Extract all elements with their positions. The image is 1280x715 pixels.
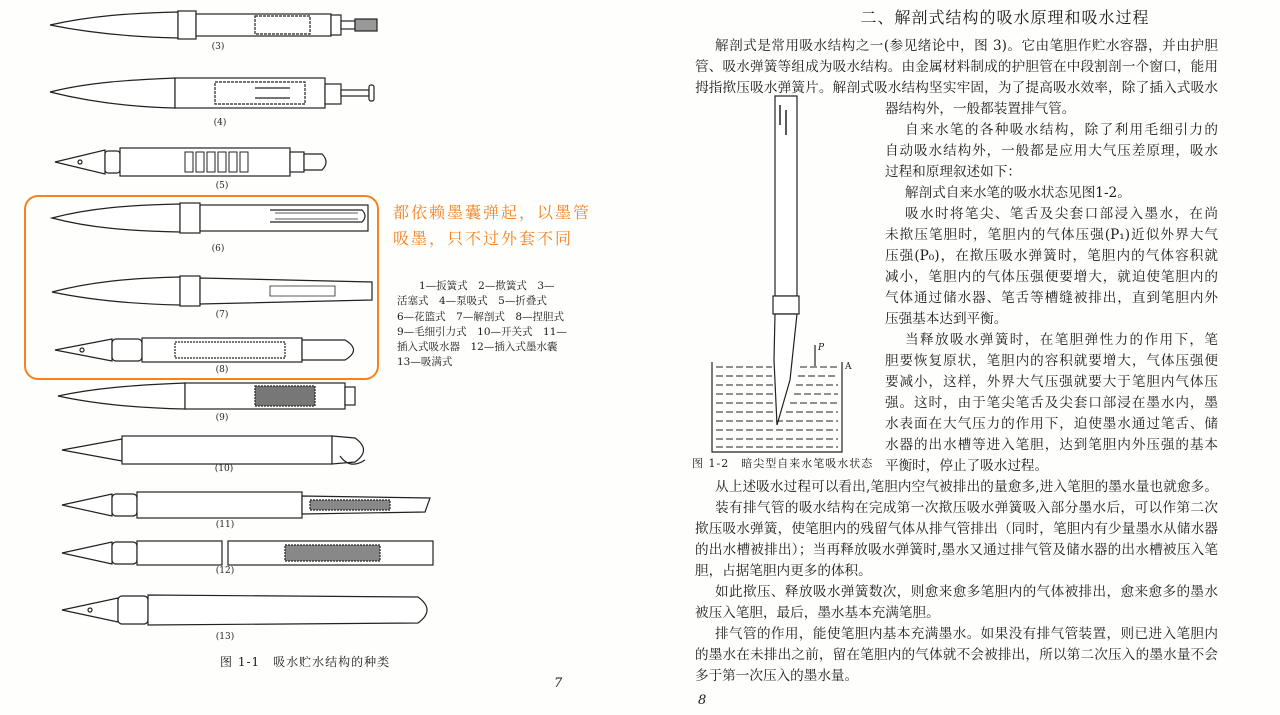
text-line: 的出水槽被排出）；当再释放吸水弹簧时,墨水又通过排气管及储水器的出水槽被压入笔 xyxy=(695,542,1218,558)
text-line: 装有排气管的吸水结构在完成第一次揿压吸水弹簧吸入部分墨水后，可以作第二次 xyxy=(715,500,1218,516)
legend-line: 1—扳簧式 2—揿簧式 3— xyxy=(419,280,555,292)
pen-illustration-4 xyxy=(50,78,374,108)
pen-label: (9) xyxy=(215,413,229,423)
text-line: 过程和原理叙述如下： xyxy=(885,164,1021,180)
text-line: 揿压吸水弹簧，使笔胆内的残留气体从排气管排出（同时，笔胆内有少量墨水从储水器 xyxy=(695,521,1218,537)
text-line: 水器的出水槽等进入笔胆，达到笔胆内外压强的基本 xyxy=(885,437,1218,453)
legend-line: 13—吸满式 xyxy=(397,356,453,369)
text-line: 气体通过储水器、笔舌等槽缝被排出，直到笔胆内外 xyxy=(885,290,1218,306)
annotation-line-1: 都依赖墨囊弹起，以墨管 xyxy=(393,203,592,222)
text-line: 的墨水在未排出之前，留在笔胆内的气体就不会被排出，所以第二次压入的墨水量不会 xyxy=(695,647,1218,663)
pen-illustration-3 xyxy=(50,11,377,39)
pen-label: (5) xyxy=(215,181,229,191)
text-line: 减小，笔胆内的气体压强便要增大，就迫使笔胆内的 xyxy=(885,269,1218,285)
page-number: 8 xyxy=(698,693,707,708)
right-page xyxy=(640,0,1280,715)
text-line: 器结构外，一般都装置排气管。 xyxy=(885,101,1076,117)
pen-label: (4) xyxy=(213,118,227,128)
legend-line: 活塞式 4—泵吸式 5—折叠式 xyxy=(397,295,547,308)
text-line: 吸水时将笔尖、笔舌及尖套口部浸入墨水，在尚 xyxy=(905,206,1218,222)
pen-label: (12) xyxy=(215,566,235,576)
legend-line: 9—毛细引力式 10—开关式 11— xyxy=(397,325,567,338)
page-number: 7 xyxy=(554,676,563,691)
pen-illustration-12 xyxy=(62,541,433,565)
pen-illustration-5 xyxy=(55,148,326,176)
pen-label: (11) xyxy=(215,520,235,530)
pen-label: (3) xyxy=(211,42,225,52)
pen-label: (13) xyxy=(215,632,235,642)
pen-label: (6) xyxy=(211,244,225,254)
annotation-line-2: 吸墨，只不过外套不同 xyxy=(393,229,574,248)
pen-illustration-9 xyxy=(58,383,355,409)
highlight-box xyxy=(24,195,379,380)
text-line: 平衡时，停止了吸水过程。 xyxy=(885,458,1049,474)
text-line: 未揿压笔胆时，笔胆内的气体压强(P₁)近似外界大气 xyxy=(885,227,1218,243)
text-line: 拇指揿压吸水弹簧片。解剖式吸水结构坚实牢固，为了提高吸水效率，除了插入式吸水 xyxy=(695,80,1218,96)
pen-illustration-13 xyxy=(62,595,427,625)
text-line: 排气管的作用，能使笔胆内基本充满墨水。如果没有排气管装置，则已进入笔胆内 xyxy=(715,626,1218,642)
text-line: 解剖式自来水笔的吸水状态见图1-2。 xyxy=(905,185,1131,201)
text-line: 解剖式是常用吸水结构之一(参见绪论中，图 3)。它由笔胆作贮水容器，并由护胆 xyxy=(715,38,1218,54)
text-line: 压强基本达到平衡。 xyxy=(885,311,1008,327)
text-line: 强。这时，由于笔尖笔舌及尖套口部浸在墨水内，墨 xyxy=(885,395,1218,411)
text-line: 被压入笔胆，最后，墨水基本充满笔胆。 xyxy=(695,605,940,621)
text-line: 多于第一次压入的墨水量。 xyxy=(695,668,859,684)
pen-illustration-11 xyxy=(62,492,430,518)
pen-illustration-10 xyxy=(62,436,365,464)
text-line: 管、吸水弹簧等组成为吸水结构。由金属材料制成的护胆管在中段割剖一个窗口，能用 xyxy=(695,59,1218,75)
figure-1-2-caption: 图 1-2 暗尖型自来水笔吸水状态 xyxy=(692,457,874,470)
section-heading: 二、解剖式结构的吸水原理和吸水过程 xyxy=(860,8,1150,27)
pen-label: (7) xyxy=(215,310,229,320)
figure-legend xyxy=(397,279,567,371)
text-line: 胆要恢复原状，笔胆内的容积就要增大，气体压强便 xyxy=(885,353,1218,369)
text-line: 胆，占据笔胆内更多的体积。 xyxy=(695,563,872,579)
text-line: 水表面在大气压力的作用下，迫使墨水通过笔舌、储 xyxy=(885,416,1218,432)
level-label: A xyxy=(845,362,852,372)
text-line: 自动吸水结构外，一般都是应用大气压差原理，吸水 xyxy=(885,143,1218,159)
pen-label: (10) xyxy=(214,464,234,474)
pressure-label: P xyxy=(818,343,825,353)
text-line: 从上述吸水过程可以看出,笔胆内空气被排出的量愈多,进入笔胆的墨水量也就愈多。 xyxy=(715,479,1218,495)
legend-line: 插入式吸水器 12—插入式墨水囊 xyxy=(397,341,558,354)
immersed-pen-illustration xyxy=(773,96,799,425)
figure-caption: 图 1-1 吸水贮水结构的种类 xyxy=(220,655,391,669)
pen-label: (8) xyxy=(215,365,229,375)
text-line: 自来水笔的各种吸水结构，除了利用毛细引力的 xyxy=(905,122,1218,138)
text-line: 要减小，这样，外界大气压强就要大于笔胆内气体压 xyxy=(885,374,1218,390)
legend-line: 6—花篮式 7—解剖式 8—捏胆式 xyxy=(397,310,565,323)
text-line: 压强(P₀)，在揿压吸水弹簧时，笔胆内的气体容积就 xyxy=(885,248,1218,264)
text-line: 如此揿压、释放吸水弹簧数次，则愈来愈多笔胆内的气体被排出，愈来愈多的墨水 xyxy=(715,584,1218,600)
text-line: 当释放吸水弹簧时，在笔胆弹性力的作用下，笔 xyxy=(905,332,1218,348)
